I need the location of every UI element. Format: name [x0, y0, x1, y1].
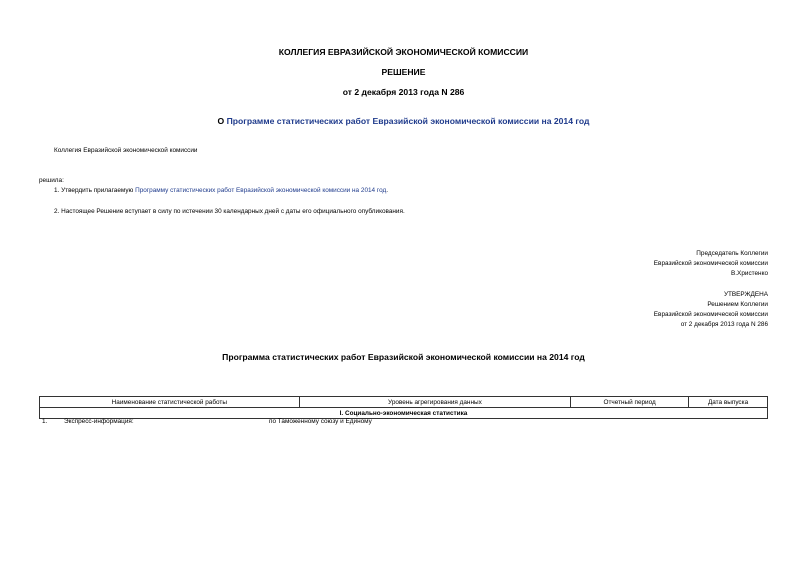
- section-title: I. Социально-экономическая статистика: [40, 408, 768, 419]
- header-release-date: Дата выпуска: [689, 397, 768, 408]
- doc-type: РЕШЕНИЕ: [381, 67, 426, 77]
- item-1-prefix: 1. Утвердить прилагаемую: [54, 187, 136, 194]
- program-table: [39, 396, 768, 419]
- approval-org: Евразийской экономической комиссии: [653, 311, 768, 318]
- subject-prefix: О: [217, 116, 227, 126]
- signature-title: Председатель Коллегии: [696, 250, 768, 257]
- program-link[interactable]: Программу статистических работ Евразийской экономической комиссии на 2014 год: [135, 187, 387, 194]
- doc-subject: [0, 116, 807, 126]
- table-section-row: [40, 408, 768, 419]
- doc-date: от 2 декабря 2013 года N 286: [342, 87, 465, 97]
- intro-text: Коллегия Евразийской экономической комиссии: [54, 147, 198, 154]
- approval-decision: Решением Коллегии: [707, 301, 768, 308]
- program-title: Программа статистических работ Евразийской экономической комиссии на 2014 год: [222, 352, 585, 362]
- header-aggregation-level: Уровень агрегирования данных: [299, 397, 571, 408]
- row-1-name: Экспресс-информация:: [64, 418, 134, 425]
- approval-date: от 2 декабря 2013 года N 286: [680, 321, 768, 328]
- signature-org: Евразийской экономической комиссии: [653, 260, 768, 267]
- row-1-number: 1.: [42, 418, 48, 425]
- signature-name: В.Христенко: [731, 270, 768, 277]
- table-header-row: [40, 397, 768, 408]
- header-work-name: Наименование статистической работы: [40, 397, 300, 408]
- subject-link[interactable]: Программе статистических работ Евразийской экономической комиссии на 2014 год: [226, 116, 590, 126]
- approval-stamp: УТВЕРЖДЕНА: [723, 291, 768, 298]
- item-2: 2. Настоящее Решение вступает в силу по истечении 30 календарных дней с даты его официального опубликования.: [54, 208, 405, 215]
- org-title: КОЛЛЕГИЯ ЕВРАЗИЙСКОЙ ЭКОНОМИЧЕСКОЙ КОМИССИИ: [278, 47, 529, 57]
- header-reporting-period: Отчетный период: [571, 397, 689, 408]
- row-1-level: по Таможенному союзу и Единому: [269, 418, 372, 425]
- item-1: [54, 187, 388, 194]
- item-1-suffix: .: [386, 187, 388, 194]
- resolved-text: решила:: [39, 177, 64, 184]
